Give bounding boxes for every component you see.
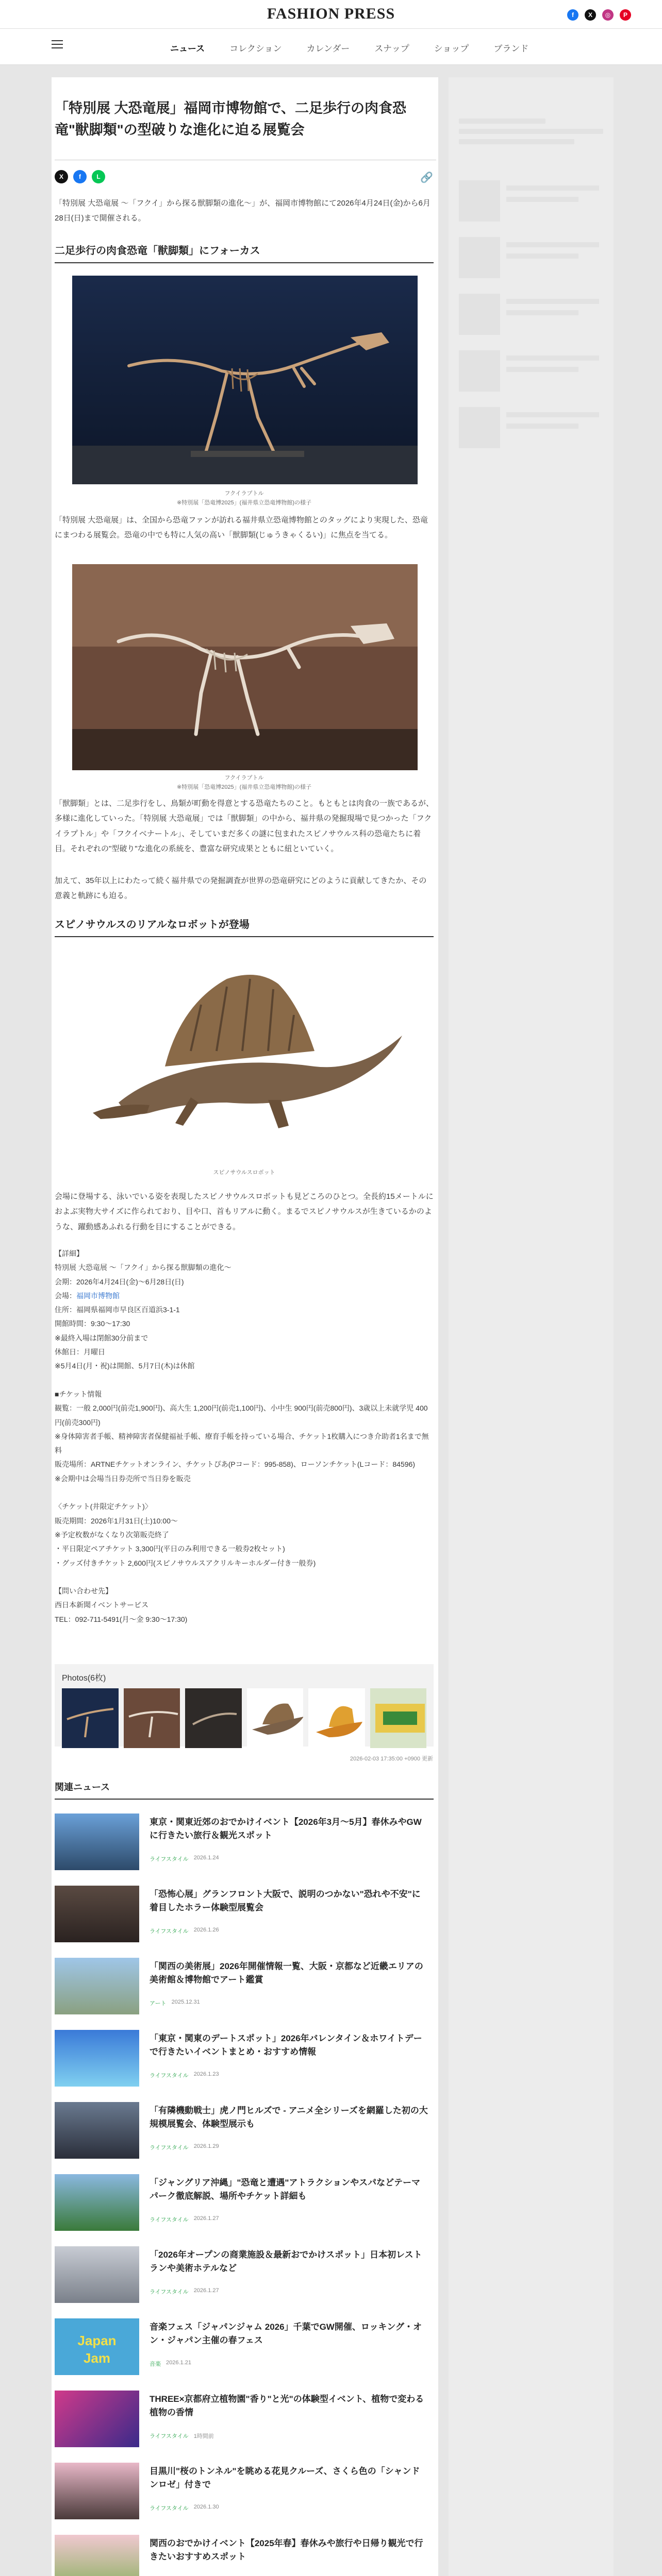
related-title[interactable]: 目黒川"桜のトンネル"を眺める花見クルーズ、さくら色の「シャンドンロゼ」付きで xyxy=(150,2466,420,2490)
pinterest-icon[interactable]: P xyxy=(620,9,631,21)
related-item[interactable] xyxy=(55,2391,434,2452)
related-item[interactable] xyxy=(55,1886,434,1947)
related-thumb[interactable] xyxy=(55,2102,139,2159)
related-thumb[interactable] xyxy=(55,1958,139,2014)
related-item[interactable] xyxy=(55,2463,434,2524)
related-item[interactable] xyxy=(55,2102,434,2164)
gallery-thumb[interactable] xyxy=(124,1688,180,1748)
related-title[interactable]: 「有隣機動戦士」虎ノ門ヒルズで - アニメ全シリーズを網羅した初の大規模展覧会、体験型展示も xyxy=(150,2106,428,2129)
article-paragraph: 「獣脚類」とは、二足歩行をし、鳥類が町動を得意とする恐竜たちのこと。もともとは肉食の一族であるが、多様に進化していった。「特別展 大恐竜展」では「獣脚類」の中から、福井県の発掘現場で見つかった「フクイラプトル」や「フクイベナートル」、そしていまだ多くの謎に包まれたスピノサウルス科の恐竜たちに着目。それぞれの"型破り"な進化の系統を、豊富な研究成果とともに紐といていく。 xyxy=(55,799,434,853)
photo-fukuiraptor-2[interactable] xyxy=(72,564,418,770)
svg-text:Jam: Jam xyxy=(83,2350,111,2366)
sidebar-card[interactable] xyxy=(459,407,603,459)
photo-caption xyxy=(55,774,434,792)
photo-caption xyxy=(55,489,434,507)
sidebar-card[interactable] xyxy=(459,294,603,345)
related-meta xyxy=(150,2143,219,2151)
section-heading: スピノサウルスのリアルなロボットが登場 xyxy=(55,916,434,937)
related-category[interactable]: ライフスタイル xyxy=(150,2217,189,2223)
related-thumb[interactable] xyxy=(55,1886,139,1942)
related-date: 2026.1.29 xyxy=(193,2143,219,2149)
gallery-title: Photos(6枚) xyxy=(62,1674,106,1683)
related-item[interactable] xyxy=(55,2246,434,2308)
sidebar-card[interactable] xyxy=(459,180,603,232)
photo-fukuiraptor-1[interactable] xyxy=(72,276,418,484)
x-icon[interactable]: X xyxy=(585,9,596,21)
related-title[interactable]: 関西のおでかけイベント【2025年春】春休みや旅行や日帰り観光で行きたいおすすめスポット xyxy=(150,2538,423,2562)
copy-link-icon[interactable]: 🔗 xyxy=(420,172,433,183)
svg-text:Japan: Japan xyxy=(77,2333,117,2348)
sidebar-card[interactable] xyxy=(459,237,603,289)
site-logo[interactable]: FASHION PRESS xyxy=(267,5,395,22)
sidebar-placeholder xyxy=(459,118,603,149)
nav-items xyxy=(170,41,528,54)
nav-item-shop[interactable]: ショップ xyxy=(434,44,469,54)
nav-item-calendar[interactable]: カレンダー xyxy=(306,44,350,54)
related-thumb[interactable] xyxy=(55,2030,139,2087)
related-item[interactable] xyxy=(55,2535,434,2576)
related-title[interactable]: THREE×京都府立植物園"香り"と光"の体験型イベント、植物で変わる植物の香情 xyxy=(150,2394,424,2418)
related-title[interactable]: 音楽フェス「ジャパンジャム 2026」千葉でGW開催、ロッキング・オン・ジャパン主催の春フェス xyxy=(150,2322,422,2346)
article-paragraph: 会場に登場する、泳いでいる姿を表現したスピノサウルスロボットも見どころのひとつ。全長約15メートルにおよぶ実物大サイズに作られており、目や口、首もリアルに動く。まるでスピノサウルスが生きているかのような、躍動感あふれる行動を目にすることができる。 xyxy=(55,1192,434,1231)
caption-title: フクイラプトル xyxy=(224,775,264,781)
related-date: 2026.1.27 xyxy=(193,2215,219,2222)
related-meta xyxy=(150,2504,219,2512)
related-item[interactable] xyxy=(55,1958,434,2020)
article-lead: 「特別展 大恐竜展 〜「フクイ」から探る獣脚類の進化〜」が、福岡市博物館にて2026年4月24日(金)から6月28日(日)まで開催される。 xyxy=(55,199,431,223)
event-details xyxy=(55,1247,434,1626)
related-meta xyxy=(150,2432,214,2440)
related-category[interactable]: ライフスタイル xyxy=(150,1928,189,1935)
section-heading: 二足歩行の肉食恐竜「獣脚類」にフォーカス xyxy=(55,242,434,263)
related-thumb[interactable] xyxy=(55,1814,139,1870)
gallery-thumb[interactable] xyxy=(308,1688,365,1748)
related-title[interactable]: 「2026年オープンの商業施設＆最新おでかけスポット」日本初レストランや美術ホテルなど xyxy=(150,2250,422,2274)
share-x-icon[interactable]: X xyxy=(55,170,68,183)
related-date: 2026.1.23 xyxy=(193,2071,219,2077)
site-header xyxy=(0,0,662,29)
article xyxy=(52,77,438,2576)
related-category[interactable]: アート xyxy=(150,2001,167,2007)
article-paragraph: 「特別展 大恐竜展」は、全国から恐竜ファンが訪れる福井県立恐竜博物館とのタッグにより実現した、恐竜にまつわる展覧会。恐竜の中でも特に人気の高い「獣脚類(じゅうきゃくるい)」に焦点を当てる。 xyxy=(55,516,428,540)
gallery-thumbs xyxy=(62,1688,426,1748)
sidebar xyxy=(449,77,614,2576)
share-line-icon[interactable]: L xyxy=(92,170,105,183)
related-title[interactable]: 「ジャングリア沖縄」"恐竜と遭遇"アトラクションやスパなどテーマパーク徹底解説、場所やチケット詳細も xyxy=(150,2178,421,2201)
photo-spinosaurus-robot[interactable] xyxy=(72,948,418,1164)
main-nav xyxy=(0,29,662,65)
related-category[interactable]: ライフスタイル xyxy=(150,1856,189,1862)
related-item[interactable] xyxy=(55,2030,434,2092)
caption-note: ※特別展「恐竜博2025」(福井県立恐竜博物館)の様子 xyxy=(176,784,311,790)
related-thumb[interactable] xyxy=(55,2174,139,2231)
related-title[interactable]: 東京・関東近郊のおでかけイベント【2026年3月〜5月】春休みやGWに行きたい旅行＆観光スポット xyxy=(150,1817,422,1841)
related-category[interactable]: ライフスタイル xyxy=(150,2073,189,2079)
caption-note: ※特別展「恐竜博2025」(福井県立恐竜博物館)の様子 xyxy=(176,499,311,506)
related-title[interactable]: 「東京・関東のデートスポット」2026年バレンタイン＆ホワイトデーで行きたいイベントまとめ・おすすめ情報 xyxy=(150,2033,422,2057)
nav-item-brand[interactable]: ブランド xyxy=(493,44,529,54)
related-date: 2025.12.31 xyxy=(171,1999,200,2005)
sidebar-card[interactable] xyxy=(459,350,603,402)
related-title[interactable]: 「関西の美術展」2026年開催情報一覧、大阪・京都など近畿エリアの美術館＆博物館でアート鑑賞 xyxy=(150,1961,423,1985)
related-meta xyxy=(150,2360,191,2368)
related-category[interactable]: 音楽 xyxy=(150,2361,161,2367)
details-text: 【詳細】 特別展 大恐竜展 〜「フクイ」から探る獣脚類の進化〜 会期：2026年4月24日(金)〜6月28日(日) 会場： xyxy=(55,1249,231,1300)
related-meta xyxy=(150,2215,219,2224)
related-thumb[interactable] xyxy=(55,2318,139,2375)
related-thumb[interactable] xyxy=(55,2535,139,2576)
share-facebook-icon[interactable]: f xyxy=(73,170,87,183)
related-thumb[interactable] xyxy=(55,2463,139,2519)
updated-date: 2026-02-03 17:35:00 +0900 更新 xyxy=(350,1756,433,1762)
photo-gallery xyxy=(55,1664,434,1747)
article-paragraph: 加えて、35年以上にわたって続く福井県での発掘調査が世界の恐竜研究にどのように貢献してきたか、その意義と軌跡にも迫る。 xyxy=(55,876,427,901)
related-date: 2026.1.30 xyxy=(193,2504,219,2510)
related-title[interactable]: 「恐怖心展」グランフロント大阪で、説明のつかない"恐れや不安"に着目したホラー体験型展覧会 xyxy=(150,1889,421,1913)
social-links xyxy=(567,9,631,21)
related-date: 2026.1.27 xyxy=(193,2287,219,2294)
related-date: 2026.1.24 xyxy=(193,1855,219,1861)
related-category[interactable]: ライフスタイル xyxy=(150,2145,189,2151)
related-category[interactable]: ライフスタイル xyxy=(150,2505,189,2512)
nav-item-news[interactable]: ニュース xyxy=(170,44,205,54)
photo-caption: スピノサウルスロボット xyxy=(213,1170,275,1176)
menu-icon[interactable] xyxy=(52,40,63,51)
related-meta xyxy=(150,1999,200,2007)
related-category[interactable]: ライフスタイル xyxy=(150,2289,189,2295)
related-item[interactable] xyxy=(55,2318,434,2380)
related-category[interactable]: ライフスタイル xyxy=(150,2433,189,2439)
venue-link[interactable]: 福岡市博物館 xyxy=(76,1291,120,1300)
related-thumb[interactable] xyxy=(55,2391,139,2447)
related-meta xyxy=(150,1927,219,1935)
related-item[interactable] xyxy=(55,2174,434,2236)
related-meta xyxy=(150,1855,219,1863)
nav-item-snap[interactable]: スナップ xyxy=(374,44,409,54)
share-buttons xyxy=(55,170,105,183)
related-date: 1時間前 xyxy=(193,2433,214,2439)
related-date: 2026.1.26 xyxy=(193,1927,219,1933)
gallery-thumb[interactable] xyxy=(247,1688,304,1748)
gallery-thumb[interactable] xyxy=(370,1688,427,1748)
related-meta xyxy=(150,2071,219,2079)
related-item[interactable] xyxy=(55,1814,434,1875)
nav-item-collection[interactable]: コレクション xyxy=(229,44,282,54)
related-date: 2026.1.21 xyxy=(166,2360,191,2366)
article-title: 「特別展 大恐竜展」福岡市博物館で、二足歩行の肉食恐竜"獣脚類"の型破りな進化に迫る展覧会 xyxy=(55,100,406,138)
instagram-icon[interactable]: ◎ xyxy=(602,9,614,21)
caption-title: フクイラプトル xyxy=(224,490,264,497)
related-news-heading: 関連ニュース xyxy=(55,1780,434,1800)
gallery-thumb[interactable] xyxy=(62,1688,119,1748)
facebook-icon[interactable]: f xyxy=(567,9,578,21)
related-meta xyxy=(150,2287,219,2296)
related-thumb[interactable] xyxy=(55,2246,139,2303)
gallery-thumb[interactable] xyxy=(185,1688,242,1748)
details-text: 住所：福岡県福岡市早良区百道浜3-1-1 開館時間：9:30〜17:30 ※最終入場は閉館30分前まで 休館日：月曜日 ※5月4日(月・祝)は開館、5月7日(木)は休館 ■チケット情報 観覧：一般 2,000円(前売1,900円)、高大生 1,200円(前売1,100円)、小中生 900円(前売800円)、3歳以上未就学児 400円(前売300円) ※身体障害者手帳、精神障害者保健福祉手帳、療育手帳を持っている場合、チケット1枚購入につき介助者1名まで無料 販売場所：ARTNEチケットオンライン、チケットぴあ(Pコード：995-858)、ローソンチケット(Lコード：84596) ※会期中は会場当日券売所で当日券を販売 〈チケット(井限定チケット)〉 販売期間：2026年1月31日(土)10:00〜 ※予定枚数がなくなり次第販売終了 ・平日限定ペアチケット 3,300円(平日のみ利用できる一般券2枚セット) ・グッズ付きチケット 2,600円(スピノサウルスアクリルキーホルダー付き一般券) 【問い合わせ先】 西日本新聞イベントサービス TEL：092-711-5491(月〜金 9:30〜17:30) xyxy=(55,1306,429,1623)
